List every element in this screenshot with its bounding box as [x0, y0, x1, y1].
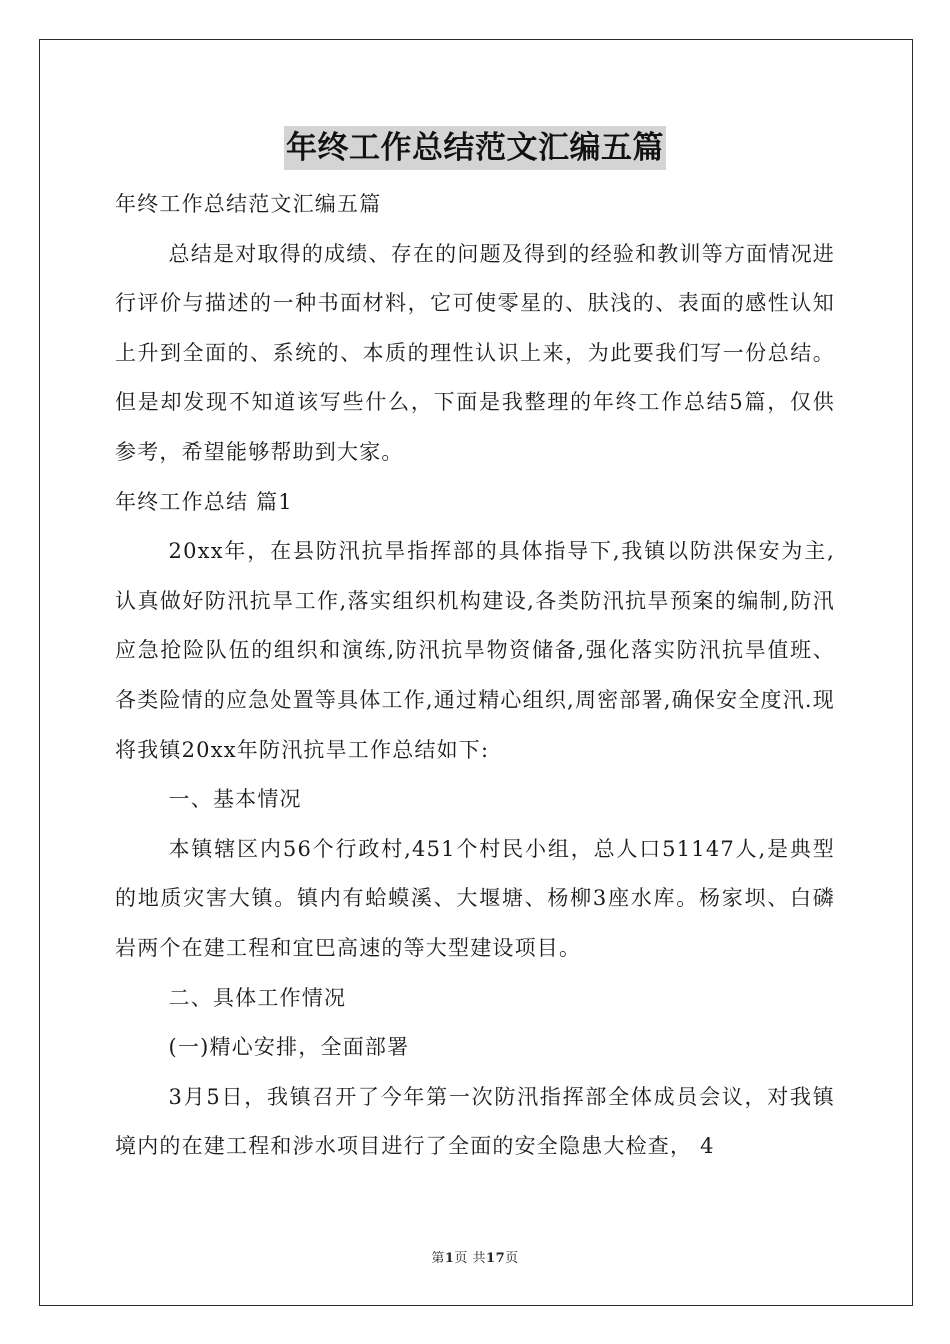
intro-paragraph: 总结是对取得的成绩、存在的问题及得到的经验和教训等方面情况进行评价与描述的一种书面材料，它可使零星的、肤浅的、表面的感性认知上升到全面的、系统的、本质的理性认识上来，为此要我们写一份总结。但是却发现不知道该写些什么，下面是我整理的年终工作总结5篇，仅供参考，希望能够帮助到大家。 — [115, 241, 835, 464]
footer-total-pages: 17 — [486, 1251, 506, 1266]
title-wrap — [0, 126, 950, 170]
footer-mid: 页 共 — [454, 1251, 487, 1266]
subheading-arrangement: (一)精心安排，全面部署 — [168, 1035, 410, 1060]
footer-prefix: 第 — [431, 1251, 445, 1266]
subheading-work: 二、具体工作情况 — [168, 985, 347, 1010]
document-title: 年终工作总结范文汇编五篇 — [284, 126, 666, 170]
footer-suffix: 页 — [505, 1251, 519, 1266]
body-paragraph: 本镇辖区内56个行政村,451个村民小组，总人口51147人,是典型的地质灾害大镇。镇内有蛤蟆溪、大堰塘、杨柳3座水库。杨家坝、白磷岩两个在建工程和宜巴高速的等大型建设项目。 — [115, 836, 835, 960]
body-paragraph: 3月5日，我镇召开了今年第一次防汛指挥部全体成员会议，对我镇境内的在建工程和涉水项目进行了全面的安全隐患大检查， 4 — [115, 1084, 835, 1159]
document-body — [115, 180, 835, 1172]
page-footer — [0, 1247, 950, 1266]
section-heading: 年终工作总结 篇1 — [115, 489, 293, 514]
footer-page-number: 1 — [444, 1251, 455, 1266]
body-paragraph: 20xx年，在县防汛抗旱指挥部的具体指导下,我镇以防洪保安为主,认真做好防汛抗旱工作,落实组织机构建设,各类防汛抗旱预案的编制,防汛应急抢险队伍的组织和演练,防汛抗旱物资储备,强化落实防汛抗旱值班、各类险情的应急处置等具体工作,通过精心组织,周密部署,确保安全度汛.现将我镇20xx年防汛抗旱工作总结如下: — [115, 539, 835, 762]
document-subtitle: 年终工作总结范文汇编五篇 — [115, 192, 382, 216]
subheading-basic: 一、基本情况 — [168, 787, 302, 812]
